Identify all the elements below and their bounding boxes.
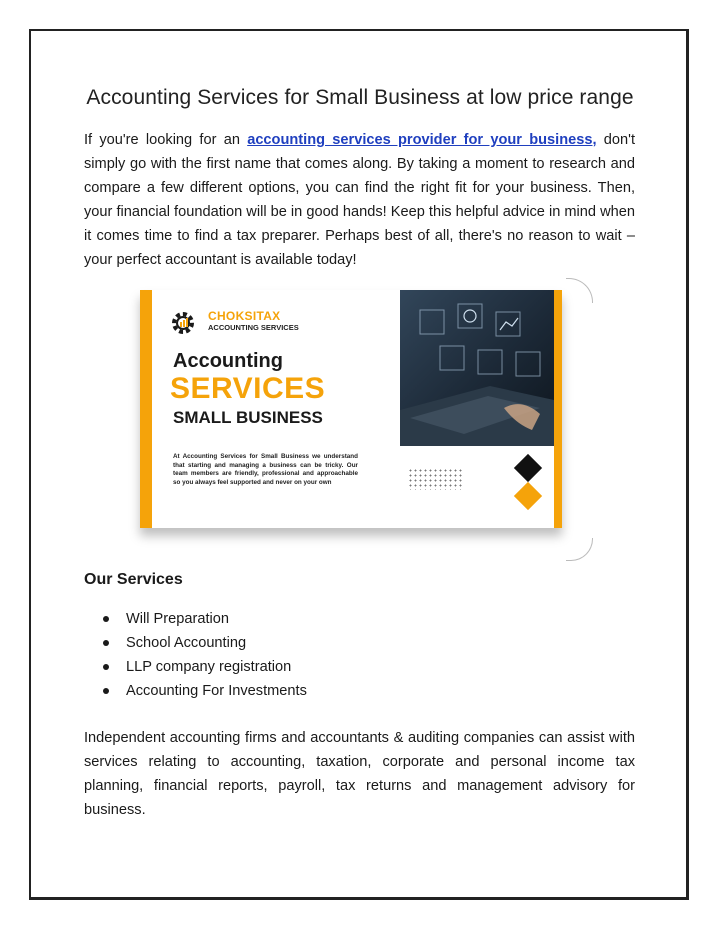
service-item-school-accounting: School Accounting xyxy=(101,631,307,655)
laptop-photo xyxy=(400,290,554,446)
banner-accent-stripe xyxy=(140,290,152,528)
banner-description: At Accounting Services for Small Business we understand that starting and managing a business can be tricky. Our team members are friendly, professional and approachable so you always feel supported and never on your own xyxy=(173,453,358,487)
closing-paragraph: Independent accounting firms and accountants & auditing companies can assist with services relating to accounting, taxation, corporate and personal income tax planning, financial reports, payroll, tax returns and management advisory for business. xyxy=(84,730,635,818)
orange-diamond-decoration xyxy=(514,482,542,510)
banner-accent-stripe-right xyxy=(554,290,562,528)
accounting-services-link[interactable]: accounting services provider for your business, xyxy=(247,132,597,148)
banner-headline-small-business: SMALL BUSINESS xyxy=(173,408,323,427)
banner-headline-services: SERVICES xyxy=(170,372,326,405)
intro-text-start: If you're looking for an xyxy=(84,132,248,148)
services-heading: Our Services xyxy=(84,571,183,588)
services-banner-image xyxy=(140,290,562,528)
intro-paragraph xyxy=(84,128,635,272)
service-item-will-preparation: Will Preparation xyxy=(101,607,307,631)
intro-text-end: don't simply go with the first name that comes along. By taking a moment to research and compare a few different options, you can find the right fit for your business. Then, your financial foundation will be in good hands! Keep this helpful advice in mind when it comes time to find a tax preparer. Perhaps best of all, there's no reason to wait – your perfect accountant is available today! xyxy=(84,132,635,268)
page-title: Accounting Services for Small Business at low price range xyxy=(86,86,634,109)
black-diamond-decoration xyxy=(514,454,542,482)
banner-headline-accounting: Accounting xyxy=(173,350,283,372)
brand-name: CHOKSITAX xyxy=(208,309,281,323)
service-item-accounting-investments: Accounting For Investments xyxy=(101,679,307,703)
services-list xyxy=(101,607,307,703)
service-item-llp-registration: LLP company registration xyxy=(101,655,307,679)
brand-subtitle: ACCOUNTING SERVICES xyxy=(208,323,299,332)
dot-pattern-decoration xyxy=(408,468,464,490)
gear-logo-icon xyxy=(170,308,202,338)
